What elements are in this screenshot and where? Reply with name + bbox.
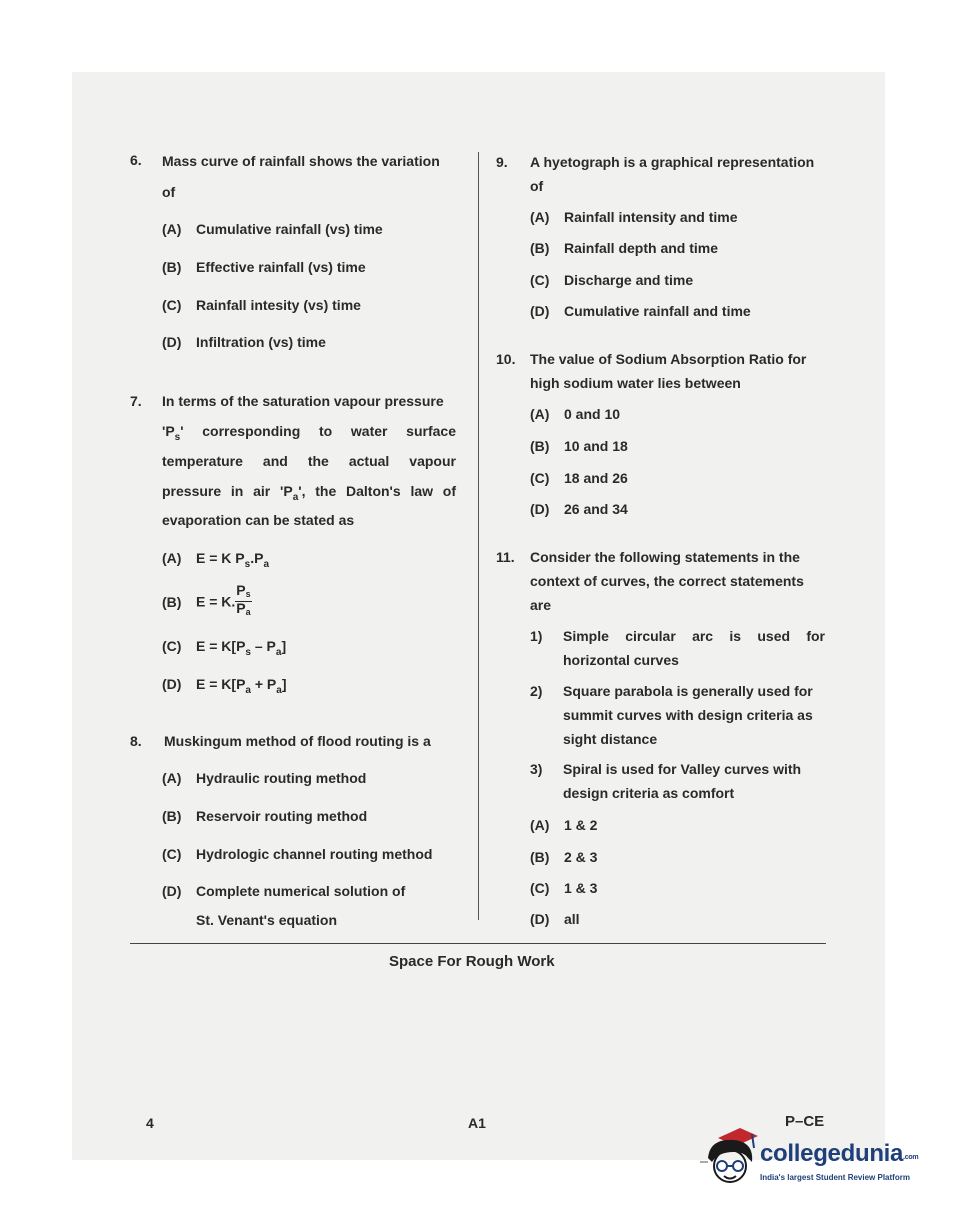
paper-code: P–CE bbox=[785, 1113, 825, 1130]
q11-statement-3-line1: Spiral is used for Valley curves with bbox=[563, 761, 802, 777]
q8-option-c: (C) Hydrologic channel routing method bbox=[162, 846, 433, 862]
q6-text-line2: of bbox=[162, 184, 176, 200]
q9-text-line1: A hyetograph is a graphical representation bbox=[530, 154, 815, 170]
q8-option-a: (A) Hydraulic routing method bbox=[162, 770, 367, 786]
q7-option-c: (C) $E = K[P_s - P_a]$ bbox=[162, 638, 287, 658]
q6-option-b: (B) Effective rainfall (vs) time bbox=[162, 259, 366, 275]
q8-option-d-line2: St. Venant's equation bbox=[196, 912, 338, 928]
q11-statement-2-number: 2) bbox=[530, 683, 543, 699]
q11-option-a: (A) 1 & 2 bbox=[530, 817, 598, 833]
rough-work-divider bbox=[130, 943, 826, 944]
q6-option-a: (A) Cumulative rainfall (vs) time bbox=[162, 221, 383, 237]
q9-option-a: (A) Rainfall intensity and time bbox=[530, 209, 738, 225]
q11-statement-2-line2: summit curves with design criteria as bbox=[563, 707, 813, 723]
q8-option-b: (B) Reservoir routing method bbox=[162, 808, 368, 824]
q10-option-b: (B) 10 and 18 bbox=[530, 438, 628, 454]
q10-text-line1: The value of Sodium Absorption Ratio for bbox=[530, 351, 807, 367]
q7-option-b: (B) E = K. $\frac{P_s}{P_a}$ bbox=[162, 582, 251, 617]
q11-statement-1-line2: horizontal curves bbox=[563, 652, 679, 668]
q8-number: 8. bbox=[130, 733, 142, 749]
q11-statement-2-line3: sight distance bbox=[563, 731, 658, 747]
q6-number: 6. bbox=[130, 152, 142, 168]
q7-text-line5: evaporation can be stated as bbox=[162, 512, 355, 528]
q6-option-c: (C) Rainfall intesity (vs) time bbox=[162, 297, 361, 313]
q9-number: 9. bbox=[496, 154, 508, 170]
q8-text: Muskingum method of flood routing is a bbox=[164, 733, 431, 749]
q8-option-d: (D) Complete numerical solution of bbox=[162, 883, 406, 899]
q11-statement-3-line2: design criteria as comfort bbox=[563, 785, 735, 801]
q11-text-line2: context of curves, the correct statements bbox=[530, 573, 804, 589]
q11-option-d: (D) all bbox=[530, 911, 580, 927]
q11-option-c: (C) 1 & 3 bbox=[530, 880, 598, 896]
q9-text-line2: of bbox=[530, 178, 544, 194]
collegedunia-logo-text: collegedunia.com bbox=[760, 1140, 919, 1167]
q11-statement-3-number: 3) bbox=[530, 761, 543, 777]
q7-text-line4: pressure in air '$P_a$', the Dalton's law of bbox=[162, 483, 456, 503]
q10-option-a: (A) 0 and 10 bbox=[530, 406, 621, 422]
q10-option-c: (C) 18 and 26 bbox=[530, 470, 628, 486]
q11-statement-2-line1: Square parabola is generally used for bbox=[563, 683, 813, 699]
q11-statement-1-number: 1) bbox=[530, 628, 543, 644]
q7-number: 7. bbox=[130, 393, 142, 409]
q9-option-d: (D) Cumulative rainfall and time bbox=[530, 303, 751, 319]
q7-text-line3: temperature and the actual vapour bbox=[162, 453, 456, 469]
q7-option-a: (A) E = K $P_s.P_a$ bbox=[162, 550, 269, 570]
q10-text-line2: high sodium water lies between bbox=[530, 375, 741, 391]
q10-option-d: (D) 26 and 34 bbox=[530, 501, 628, 517]
q9-option-c: (C) Discharge and time bbox=[530, 272, 694, 288]
column-divider bbox=[478, 152, 479, 920]
q11-number: 11. bbox=[496, 549, 515, 565]
collegedunia-tagline: India's largest Student Review Platform bbox=[760, 1173, 910, 1182]
q10-number: 10. bbox=[496, 351, 516, 367]
q11-statement-1-line1: Simple circular arc is used for bbox=[563, 628, 825, 644]
q11-option-b: (B) 2 & 3 bbox=[530, 849, 598, 865]
booklet-code: A1 bbox=[468, 1115, 486, 1131]
q7-text-line2: '$P_s$' corresponding to water surface bbox=[162, 423, 456, 443]
q6-option-d: (D) Infiltration (vs) time bbox=[162, 334, 326, 350]
q7-option-b-fraction: $\frac{P_s}{P_a}$ bbox=[236, 582, 251, 617]
page-number: 4 bbox=[146, 1115, 154, 1131]
q9-option-b: (B) Rainfall depth and time bbox=[530, 240, 719, 256]
rough-work-heading: Space For Rough Work bbox=[389, 953, 555, 970]
q11-text-line3: are bbox=[530, 597, 552, 613]
q6-text-line1: Mass curve of rainfall shows the variation bbox=[162, 153, 440, 169]
q7-text-line1: In terms of the saturation vapour pressure bbox=[162, 393, 444, 409]
q11-text-line1: Consider the following statements in the bbox=[530, 549, 800, 565]
q7-option-d: (D) $E = K[P_a + P_a]$ bbox=[162, 676, 287, 696]
